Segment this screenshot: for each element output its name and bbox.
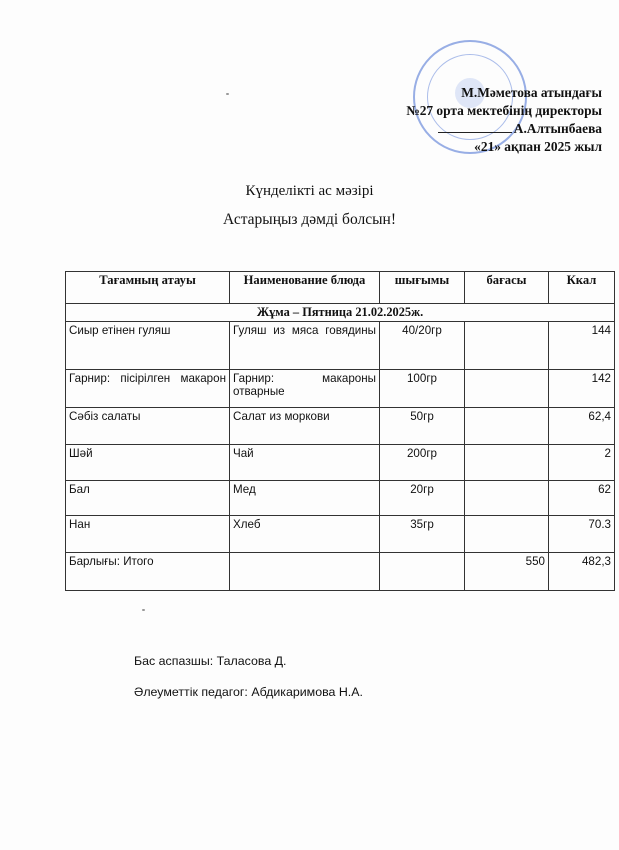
- director-name: А.Алтынбаева: [513, 121, 602, 136]
- dish-kz: Гарнир: пісірілген макарон: [66, 370, 230, 408]
- total-label: Барлығы: Итого: [66, 553, 230, 591]
- dish-price: [465, 445, 549, 481]
- dish-kcal: 2: [549, 445, 615, 481]
- approval-line-3: [282, 120, 602, 138]
- dish-price: [465, 481, 549, 516]
- dish-ru: Чай: [230, 445, 380, 481]
- dish-kcal: 62: [549, 481, 615, 516]
- dish-yield: 35гр: [380, 516, 465, 553]
- dish-price: [465, 408, 549, 445]
- dish-kz: Сиыр етінен гуляш: [66, 322, 230, 370]
- dish-ru: Салат из моркови: [230, 408, 380, 445]
- approval-line-4: «21» ақпан 2025 жыл: [474, 139, 602, 154]
- dish-kcal: 70.3: [549, 516, 615, 553]
- menu-title: Күнделікті ас мәзірі: [245, 183, 374, 199]
- scan-speck: [226, 93, 229, 95]
- header-yield: шығымы: [380, 272, 465, 304]
- approval-block: [282, 84, 602, 156]
- dish-yield: 100гр: [380, 370, 465, 408]
- dish-yield: 40/20гр: [380, 322, 465, 370]
- dish-kz: Шәй: [66, 445, 230, 481]
- menu-table: [65, 271, 615, 591]
- total-yield: [380, 553, 465, 591]
- dish-kz: Сәбіз салаты: [66, 408, 230, 445]
- dish-kcal: 62,4: [549, 408, 615, 445]
- dish-ru: Гуляш из мяса говядины: [230, 322, 380, 370]
- dish-yield: 200гр: [380, 445, 465, 481]
- dish-price: [465, 370, 549, 408]
- dish-yield: 20гр: [380, 481, 465, 516]
- menu-subtitle: Астарыңыз дәмді болсын!: [223, 211, 396, 228]
- header-price: бағасы: [465, 272, 549, 304]
- dish-kcal: 144: [549, 322, 615, 370]
- dish-kz: Бал: [66, 481, 230, 516]
- header-kcal: Ккал: [549, 272, 615, 304]
- table-row: [66, 408, 615, 445]
- dish-yield: 50гр: [380, 408, 465, 445]
- chef-signature-line: Бас аспазшы: Таласова Д.: [134, 654, 287, 668]
- dish-ru: Мед: [230, 481, 380, 516]
- table-row: [66, 370, 615, 408]
- approval-line-2: №27 орта мектебінің директоры: [406, 103, 602, 118]
- header-kz-name: Тағамның атауы: [66, 272, 230, 304]
- pedagogue-signature-line: Әлеуметтік педагог: Абдикаримова Н.А.: [134, 685, 363, 699]
- signature-line: [438, 120, 512, 133]
- dish-kcal: 142: [549, 370, 615, 408]
- dish-kz: Нан: [66, 516, 230, 553]
- dish-price: [465, 322, 549, 370]
- day-label: Жұма – Пятница 21.02.2025ж.: [66, 304, 615, 322]
- dish-price: [465, 516, 549, 553]
- table-row: [66, 322, 615, 370]
- scan-speck: [142, 609, 145, 611]
- day-row: [66, 304, 615, 322]
- dish-ru: Хлеб: [230, 516, 380, 553]
- total-price: 550: [465, 553, 549, 591]
- approval-line-1: М.Мәметова атындағы: [461, 85, 602, 100]
- table-row: [66, 516, 615, 553]
- total-kcal: 482,3: [549, 553, 615, 591]
- header-ru-name: Наименование блюда: [230, 272, 380, 304]
- total-empty: [230, 553, 380, 591]
- table-header-row: [66, 272, 615, 304]
- table-row: [66, 481, 615, 516]
- total-row: [66, 553, 615, 591]
- table-row: [66, 445, 615, 481]
- dish-ru: Гарнир: макароны отварные: [230, 370, 380, 408]
